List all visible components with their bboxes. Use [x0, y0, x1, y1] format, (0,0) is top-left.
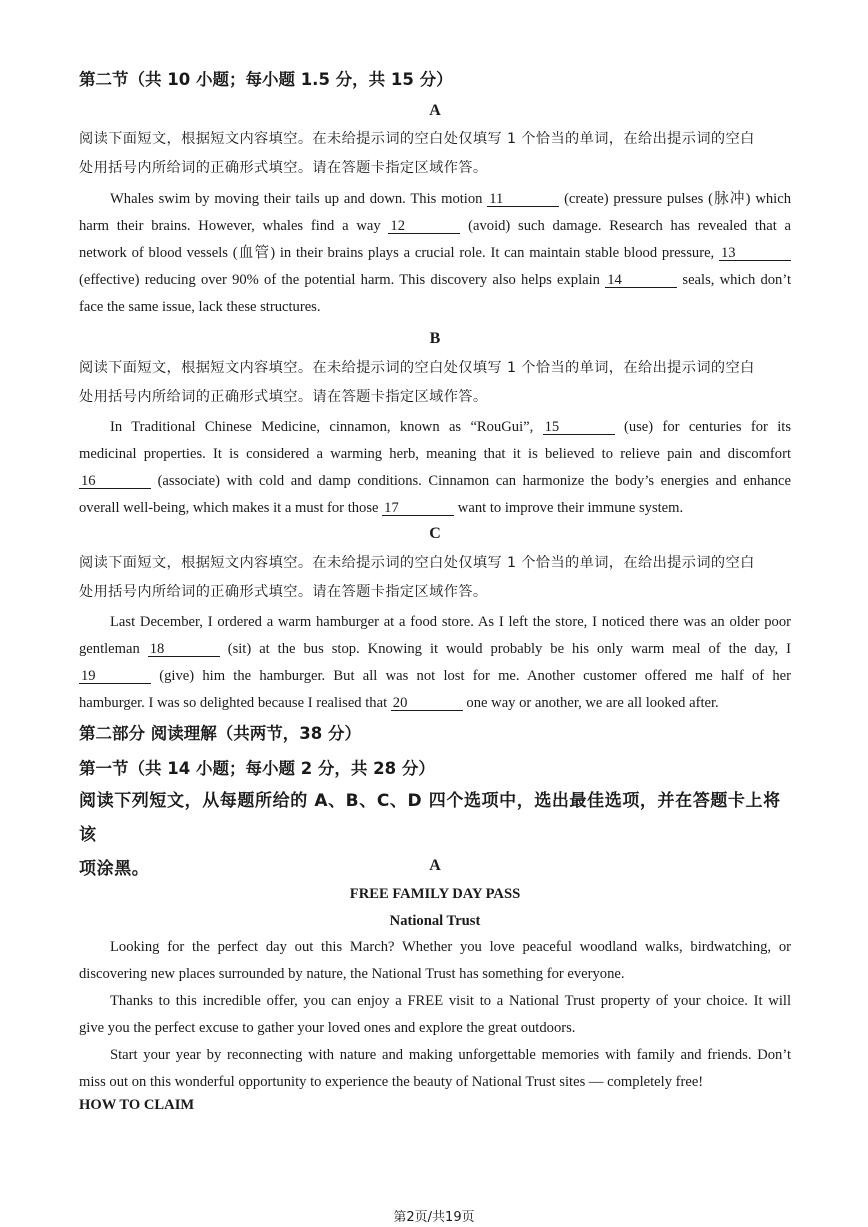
reading-a-text: [79, 934, 791, 1096]
text-line: [79, 414, 791, 441]
text-line: face the same issue, lack these structures.: [79, 299, 321, 315]
instruction-line: 阅读下列短文，从每题所给的 A、B、C、D 四个选项中，选出最佳选项，并在答题卡上将该: [79, 791, 781, 845]
passage-letter-b: B: [429, 330, 441, 347]
text-span: seals, which don’t: [677, 272, 792, 288]
text-line: medicinal properties. It is considered a warming herb, meaning that it is believed to relieve pain and discomfort: [79, 446, 791, 462]
blank-20: 20: [391, 696, 463, 711]
blank-14: 14: [605, 273, 677, 288]
blank-16: 16: [79, 474, 151, 489]
blank-13: 13: [719, 246, 791, 261]
instruction-line: 阅读下面短文，根据短文内容填空。在未给提示词的空白处仅填写 1 个恰当的单词，在给出提示词的空白: [79, 555, 755, 571]
reading-title: FREE FAMILY DAY PASS: [349, 886, 521, 902]
text-line: Last December, I ordered a warm hamburger at a food store. As I left the store, I noticed there was an older poor: [110, 614, 791, 630]
reading-subtitle: National Trust: [389, 913, 481, 929]
blank-18: 18: [148, 642, 220, 657]
text-line: discovering new places surrounded by nature, the National Trust has something for everyone.: [79, 966, 625, 982]
text-line: give you the perfect excuse to gather your loved ones and explore the great outdoors.: [79, 1020, 576, 1036]
text-line: [79, 267, 791, 294]
text-span: In Traditional Chinese Medicine, cinnamon, known as “RouGui”,: [110, 419, 543, 435]
text-span: (create) pressure pulses (脉冲) which: [559, 191, 791, 207]
text-line: Looking for the perfect day out this March? Whether you love peaceful woodland walks, birdwatching, or: [110, 939, 791, 955]
instruction-line: 处用括号内所给词的正确形式填空。请在答题卡指定区域作答。: [79, 584, 488, 600]
blank-19: 19: [79, 669, 151, 684]
text-span: one way or another, we are all looked after.: [462, 695, 719, 711]
text-line: [79, 690, 791, 717]
text-span: hamburger. I was so delighted because I realised that: [79, 695, 391, 711]
instruction-b: [79, 354, 791, 412]
text-span: network of blood vessels (血管) in their brains plays a crucial role. It can maintain stable blood pressure,: [79, 245, 719, 261]
text-line: [79, 468, 791, 495]
blank-11: 11: [487, 192, 559, 207]
text-line: [79, 213, 791, 240]
text-span: (avoid) such damage. Research has revealed that a: [460, 218, 791, 234]
text-line: [79, 495, 791, 522]
instruction-line: 处用括号内所给词的正确形式填空。请在答题卡指定区域作答。: [79, 389, 488, 405]
how-to-claim-heading: HOW TO CLAIM: [79, 1097, 195, 1113]
instruction-line: 阅读下面短文，根据短文内容填空。在未给提示词的空白处仅填写 1 个恰当的单词，在给出提示词的空白: [79, 360, 755, 376]
section-title: 第二节（共 10 小题；每小题 1.5 分，共 15 分）: [79, 70, 453, 89]
text-span: (associate) with cold and damp conditions. Cinnamon can harmonize the body’s energies and enhance: [151, 473, 791, 489]
passage-b-text: [79, 414, 791, 522]
text-span: overall well-being, which makes it a must for those: [79, 500, 383, 516]
instruction-line: 处用括号内所给词的正确形式填空。请在答题卡指定区域作答。: [79, 160, 488, 176]
page-footer: 第2页/共19页: [393, 1210, 475, 1225]
passage-letter-c: C: [429, 525, 441, 542]
section-title: 第一节（共 14 小题；每小题 2 分，共 28 分）: [79, 759, 435, 778]
text-span: gentleman: [79, 641, 148, 657]
text-span: (effective) reducing over 90% of the potential harm. This discovery also helps explain: [79, 272, 606, 288]
text-line: [79, 240, 791, 267]
text-line: [79, 186, 791, 213]
text-line: Start your year by reconnecting with nature and making unforgettable memories with family and friends. Don’t: [110, 1047, 791, 1063]
instruction-c: [79, 549, 791, 607]
text-line: [79, 663, 791, 690]
passage-c-text: [79, 609, 791, 717]
passage-letter-a: A: [429, 102, 441, 119]
text-line: miss out on this wonderful opportunity to experience the beauty of National Trust sites — completely free!: [79, 1074, 704, 1090]
text-line: Thanks to this incredible offer, you can enjoy a FREE visit to a National Trust property of your choice. It will: [110, 993, 791, 1009]
part-title: 第二部分 阅读理解（共两节，38 分）: [79, 724, 361, 743]
text-span: (sit) at the bus stop. Knowing it would probably be his only warm meal of the day, I: [219, 641, 791, 657]
instruction-line: 项涂黑。: [79, 859, 150, 879]
passage-a-text: [79, 186, 791, 321]
blank-15: 15: [543, 420, 615, 435]
instruction-line: 阅读下面短文，根据短文内容填空。在未给提示词的空白处仅填写 1 个恰当的单词，在给出提示词的空白: [79, 131, 755, 147]
text-span: Whales swim by moving their tails up and down. This motion: [110, 191, 488, 207]
reading-letter-a: A: [429, 857, 441, 874]
blank-17: 17: [382, 501, 454, 516]
text-span: want to improve their immune system.: [454, 500, 684, 516]
text-span: (use) for centuries for its: [614, 419, 791, 435]
blank-12: 12: [388, 219, 460, 234]
instruction-a: [79, 125, 791, 183]
text-line: [79, 636, 791, 663]
text-span: harm their brains. However, whales find a way: [79, 218, 389, 234]
text-span: (give) him the hamburger. But all was not lost for me. Another customer offered me half of her: [151, 668, 791, 684]
